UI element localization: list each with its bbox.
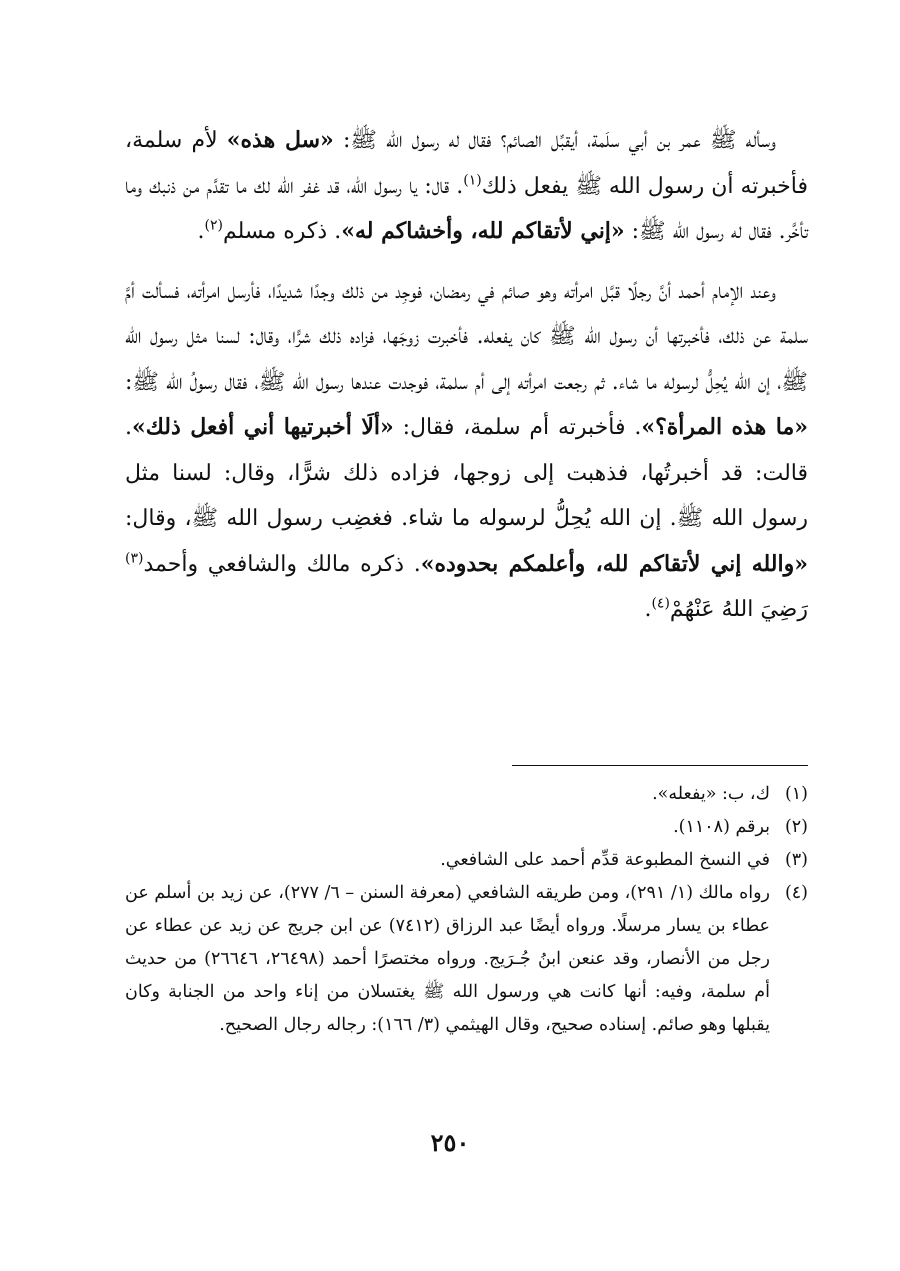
page-number: ٢٥٠ (430, 1128, 470, 1157)
footnote-ref: (١) (463, 172, 482, 189)
text-run: . (644, 597, 652, 622)
text-run: رَضِيَ اللهُ عَنْهُمْ (669, 597, 808, 622)
footnote-number: (١) (784, 784, 808, 804)
text-run: لأم سلمة، فأخبرته أن رسول الله ﷺ يفعل ذلك (125, 128, 809, 199)
footnote-text: في النسخ المطبوعة قدِّم أحمد على الشافعي. (440, 850, 770, 870)
text-run: . ذكره مسلم (222, 219, 342, 244)
footnote-4 (125, 877, 808, 1042)
footnote-text: رواه مالك (١/ ٢٩١)، ومن طريقه الشافعي (معرفة السنن – ٦/ ٢٧٧)، عن زيد بن أسلم عن عطاء بن يسار مرسلًا. ورواه أيضًا عبد الرزاق (٧٤١٢) عن ابن جريج عن زيد عن عطاء عن رجل من الأنصار، وقد عنعن ابنُ جُـرَيج. ورواه مختصرًا أحمد (٢٦٤٩٨، ٢٦٦٤٦) من حديث أم سلمة، وفيه: أنها كانت هي ورسول الله ﷺ يغتسلان من إناء واحد من الجنابة وكان يقبلها وهو صائم. إسناده صحيح، وقال الهيثمي (٣/ ١٦٦): رجاله رجال الصحيح. (125, 883, 771, 1035)
hadith-quote: «والله إني لأتقاكم لله، وأعلمكم بحدوده» (420, 550, 808, 577)
text-run: . ذكره مالك والشافعي وأحمد (143, 551, 421, 577)
footnote-number: (٣) (784, 850, 808, 870)
footnote-3 (125, 844, 808, 877)
footnote-number: (٤) (784, 883, 808, 903)
hadith-quote: «ألَا أخبرتيها أني أفعل ذلك» (132, 414, 394, 440)
text-run: وسأله ﷺ عمر بن أبي سلَمة، أيقبِّل الصائم؟ فقال له رسول الله ﷺ: (333, 128, 776, 153)
text-run: . فأخبرته أم سلمة، فقال: (393, 415, 642, 440)
main-text (125, 118, 808, 647)
footnote-1 (125, 778, 808, 811)
footnote-number: (٢) (784, 817, 808, 837)
paragraph-1 (125, 118, 808, 255)
hadith-quote: «سل هذه» (226, 127, 334, 153)
text-run: . قال: يا رسول الله، قد غفر الله لك ما تقدَّم من ذنبك وما تأخَّر. فقال له رسول الله ﷺ: (125, 173, 808, 244)
footnote-ref: (٣) (125, 550, 144, 567)
hadith-quote: «ما هذه المرأة؟» (641, 414, 808, 440)
footnote-text: ك، ب: «يفعله». (652, 784, 770, 804)
footnote-text: برقم (١١٠٨). (673, 817, 770, 837)
footnote-ref: (٢) (204, 217, 223, 234)
text-run: وعند الإمام أحمد أنَّ رجلًا قبَّل امرأته وهو صائم في رمضان، فوجِد من ذلك وجدًا شديدًا، فأرسل امرأته، فسألت أمَّ سلمة عن ذلك، فأخبرتها أن رسول الله ﷺ كان يفعله. فأخبرت زوجَها، فزاده ذلك شرًّا، وقال: لسنا مثل رسول الله ﷺ، إن الله يُحِلُّ لرسوله ما شاء. ثم رجعت امرأته إلى أم سلمة، فوجدت عندها رسول الله ﷺ، فقال رسولُ الله ﷺ: (125, 278, 808, 395)
footnote-2 (125, 811, 808, 844)
footnote-divider (512, 765, 808, 766)
text-run: . (197, 219, 205, 244)
hadith-quote: «إني لأتقاكم لله، وأخشاكم له» (341, 218, 625, 244)
text-run: . قالت: قد أخبرتُها، فذهبت إلى زوجها، فزاده ذلك شرًّا، وقال: لسنا مثل رسول الله ﷺ. إن الله يُحِلُّ لرسوله ما شاء. فغضِب رسول الله ﷺ، وقال: (125, 415, 808, 531)
footnotes (125, 778, 808, 1042)
paragraph-2 (125, 269, 808, 633)
footnote-ref: (٤) (651, 595, 670, 612)
